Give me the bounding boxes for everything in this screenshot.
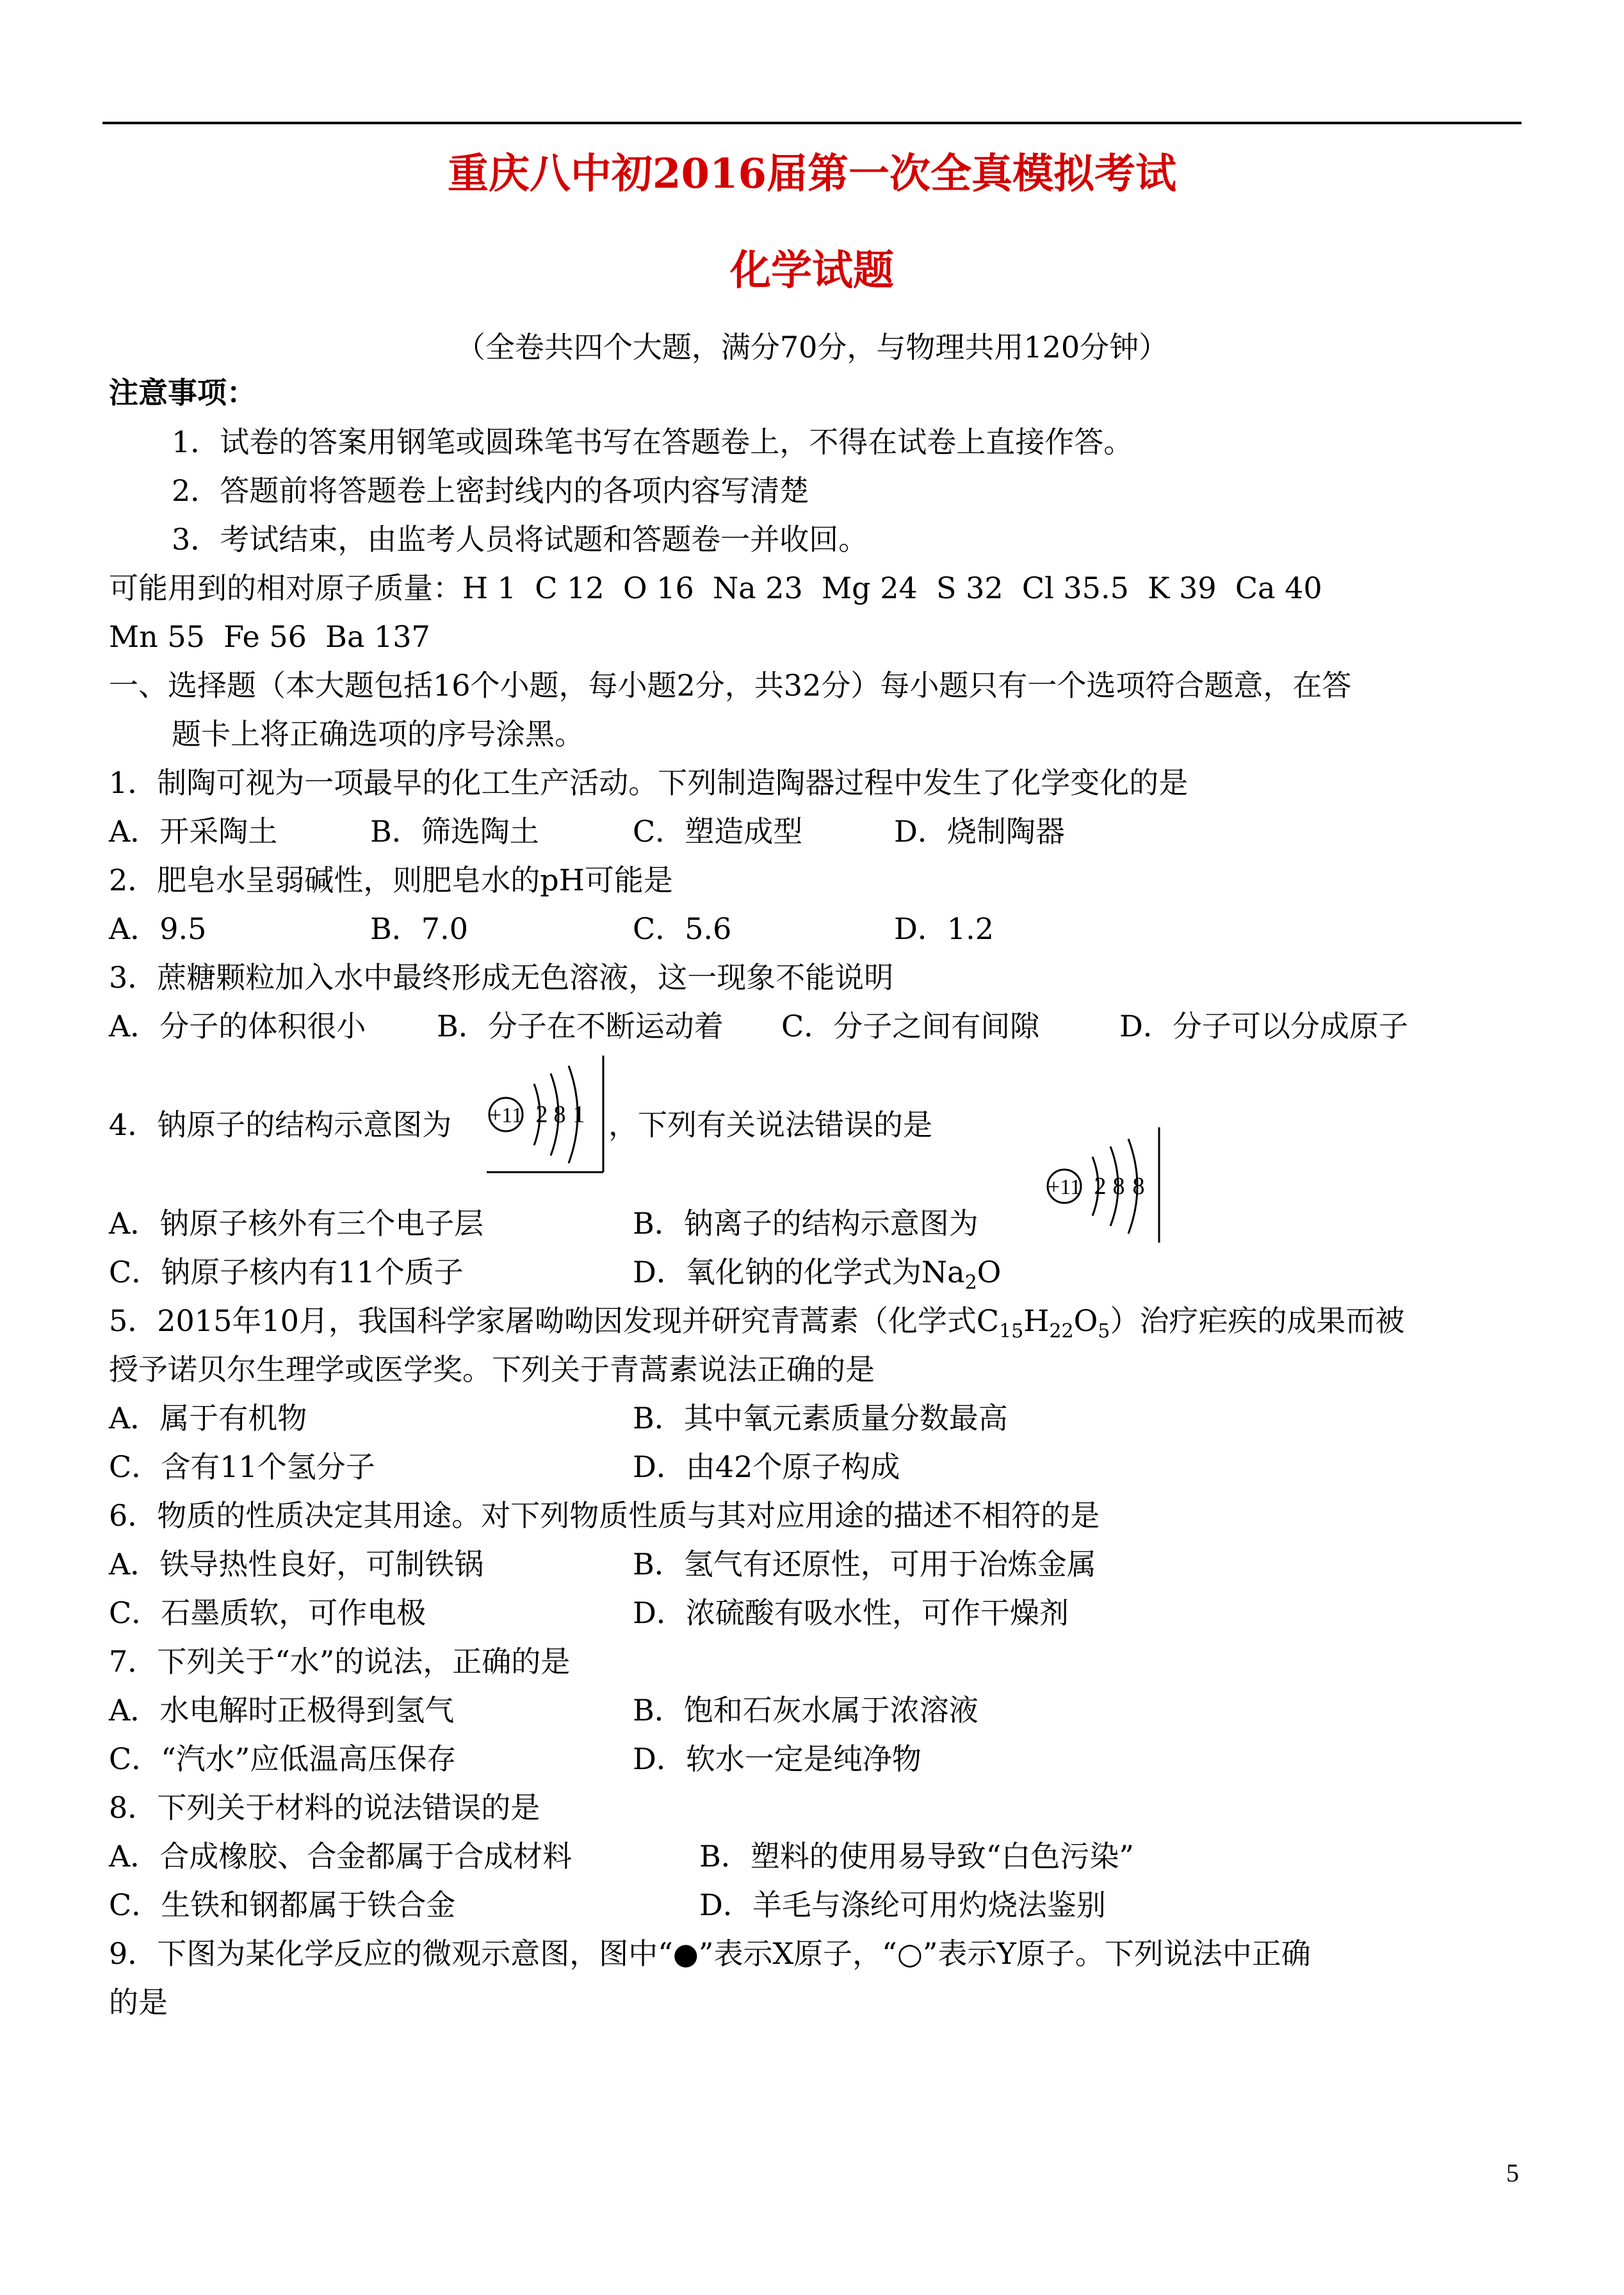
- atom-shell-2: 8: [553, 1101, 566, 1128]
- q1-option-a: A．开采陶土: [109, 814, 278, 849]
- q1-stem: 1．制陶可视为一项最早的化工生产活动。下列制造陶器过程中发生了化学变化的是: [109, 765, 1189, 800]
- notice-item-3: 3．考试结束，由监考人员将试题和答题卷一并收回。: [172, 522, 868, 557]
- page-number: 5: [1506, 2159, 1519, 2187]
- q5-option-a: A．属于有机物: [109, 1401, 307, 1435]
- exam-subtitle: （全卷共四个大题，满分70分，与物理共用120分钟）: [455, 330, 1169, 364]
- section-1-line-2: 题卡上将正确选项的序号涂黑。: [172, 717, 584, 751]
- section-1-line-1: 一、选择题（本大题包括16个小题，每小题2分，共32分）每小题只有一个选项符合题意，在答: [109, 668, 1352, 703]
- sodium-ion-diagram: [1037, 1125, 1165, 1246]
- q5-option-b: B．其中氧元素质量分数最高: [633, 1401, 1008, 1435]
- q7-option-a: A．水电解时正极得到氢气: [109, 1693, 455, 1727]
- ion-nucleus-label: +11: [1048, 1175, 1081, 1199]
- subject-title: 化学试题: [730, 247, 894, 295]
- notice-item-1: 1．试卷的答案用钢笔或圆珠笔书写在答题卷上，不得在试卷上直接作答。: [172, 425, 1133, 459]
- q4-stem-before: 4．钠原子的结构示意图为: [109, 1107, 452, 1142]
- q4-option-c: C．钠原子核内有11个质子: [109, 1255, 464, 1289]
- q3-option-a: A．分子的体积很小: [109, 1009, 366, 1043]
- q9-stem-line-2: 的是: [109, 1985, 168, 2020]
- q8-option-d: D．羊毛与涤纶可用灼烧法鉴别: [699, 1888, 1106, 1922]
- q3-stem: 3．蔗糖颗粒加入水中最终形成无色溶液，这一现象不能说明: [109, 960, 894, 995]
- q3-option-b: B．分子在不断运动着: [437, 1009, 724, 1043]
- q4-option-a: A．钠原子核外有三个电子层: [109, 1206, 484, 1241]
- q2-option-a: A．9.5: [109, 911, 207, 946]
- q2-stem: 2．肥皂水呈弱碱性，则肥皂水的pH可能是: [109, 863, 673, 897]
- q1-option-c: C．塑造成型: [633, 814, 803, 849]
- q8-stem: 8．下列关于材料的说法错误的是: [109, 1790, 540, 1825]
- q7-option-d: D．软水一定是纯净物: [633, 1742, 922, 1776]
- q7-option-c: C．“汽水”应低温高压保存: [109, 1742, 457, 1776]
- q2-option-d: D．1.2: [894, 911, 995, 946]
- q7-option-b: B．饱和石灰水属于浓溶液: [633, 1693, 978, 1727]
- q8-option-b: B．塑料的使用易导致“白色污染”: [699, 1839, 1134, 1874]
- q5-stem-line-1: 5．2015年10月，我国科学家屠呦呦因发现并研究青蒿素（化学式$C_{15}H_{22}O_5$）治疗疟疾的成果而被: [109, 1303, 1405, 1343]
- notice-heading: 注意事项：: [109, 375, 256, 410]
- q4-option-b: B．钠离子的结构示意图为: [633, 1206, 978, 1241]
- q3-option-d: D．分子可以分成原子: [1119, 1009, 1408, 1043]
- q6-option-d: D．浓硫酸有吸水性，可作干燥剂: [633, 1596, 1069, 1630]
- atom-shell-3: 1: [572, 1101, 585, 1128]
- q8-option-c: C．生铁和钢都属于铁合金: [109, 1888, 456, 1922]
- q5-option-d: D．由42个原子构成: [633, 1450, 900, 1484]
- exam-title: 重庆八中初2016届第一次全真模拟考试: [447, 150, 1177, 198]
- atomic-mass-line-1: 可能用到的相对原子质量：H 1 C 12 O 16 Na 23 Mg 24 S 32 Cl 35.5 K 39 Ca 40: [109, 571, 1322, 605]
- q3-option-c: C．分子之间有间隙: [781, 1009, 1040, 1043]
- q6-stem: 6．物质的性质决定其用途。对下列物质性质与其对应用途的描述不相符的是: [109, 1498, 1100, 1533]
- atom-nucleus-label: +11: [489, 1104, 523, 1127]
- q8-option-a: A．合成橡胶、合金都属于合成材料: [109, 1839, 572, 1874]
- q5-stem-line-2: 授予诺贝尔生理学或医学奖。下列关于青蒿素说法正确的是: [109, 1352, 875, 1387]
- q1-option-b: B．筛选陶土: [370, 814, 539, 849]
- q4-stem-after: ，下列有关说法错误的是: [608, 1107, 932, 1142]
- ion-shell-3: 8: [1132, 1173, 1145, 1200]
- q7-stem: 7．下列关于“水”的说法，正确的是: [109, 1644, 571, 1679]
- q6-option-b: B．氢气有还原性，可用于冶炼金属: [633, 1547, 1096, 1581]
- q1-option-d: D．烧制陶器: [894, 814, 1065, 849]
- ion-shell-2: 8: [1112, 1173, 1125, 1200]
- q6-option-c: C．石墨质软，可作电极: [109, 1596, 426, 1630]
- q6-option-a: A．铁导热性良好，可制铁锅: [109, 1547, 484, 1581]
- q9-stem-line-1: 9．下图为某化学反应的微观示意图，图中“●”表示X原子，“○”表示Y原子。下列说法中正确: [109, 1936, 1311, 1971]
- atomic-mass-line-2: Mn 55 Fe 56 Ba 137: [109, 619, 430, 654]
- atom-shell-1: 2: [535, 1101, 548, 1128]
- q2-option-c: C．5.6: [633, 911, 732, 946]
- q4-option-d: D．氧化钠的化学式为$Na_2O$: [633, 1255, 1002, 1295]
- top-rule: [102, 122, 1522, 124]
- q5-option-c: C．含有11个氢分子: [109, 1450, 375, 1484]
- q2-option-b: B．7.0: [370, 911, 468, 946]
- sodium-atom-diagram: [484, 1050, 606, 1179]
- notice-item-2: 2．答题前将答题卷上密封线内的各项内容写清楚: [172, 473, 809, 508]
- ion-shell-1: 2: [1094, 1173, 1107, 1200]
